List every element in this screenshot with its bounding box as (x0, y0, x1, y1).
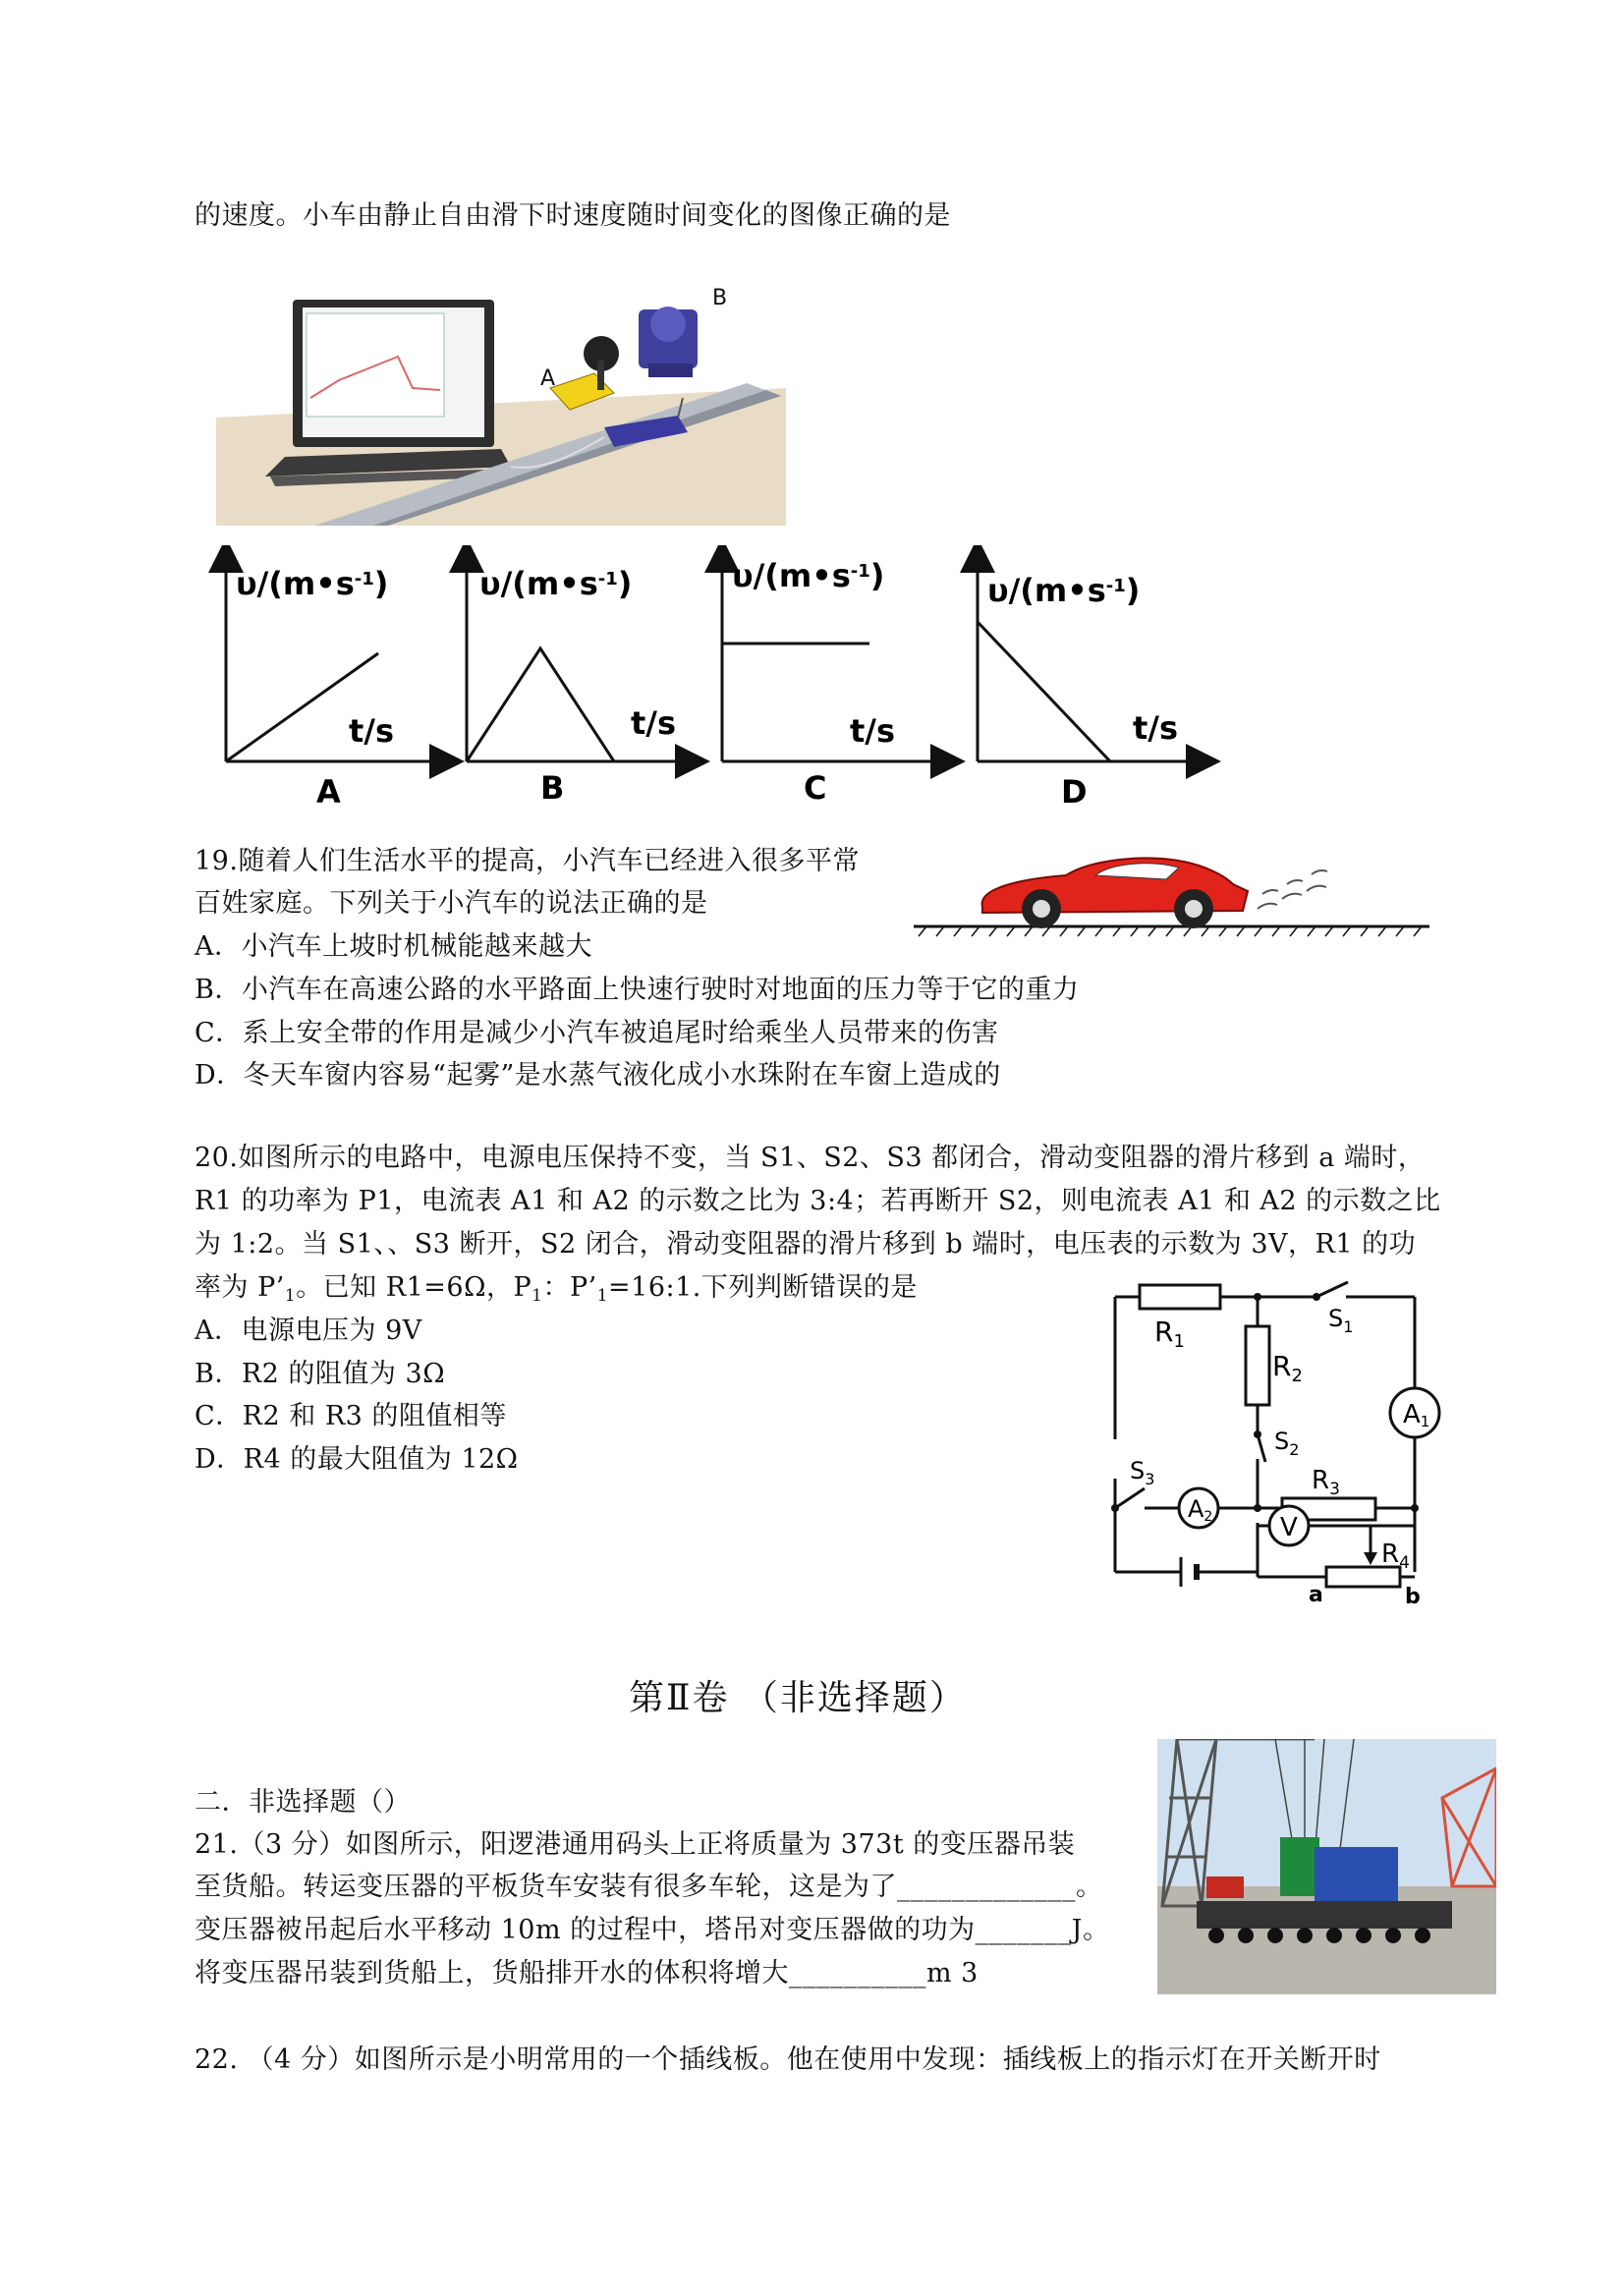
q20-line2: R1 的功率为 P1，电流表 A1 和 A2 的示数之比为 3:4；若再断开 S2，则电流表 A1 和 A2 的示数之比 (195, 1186, 1441, 1216)
q19-option-d: D．冬天车窗内容易“起雾”是水蒸气液化成小水珠附在车窗上造成的 (195, 1060, 1001, 1091)
speed-lines-icon (1258, 870, 1327, 909)
q21-line1: 21.（3 分）如图所示，阳逻港通用码头上正将质量为 373t 的变压器吊装 (195, 1829, 1076, 1860)
q21-line3: 变压器被吊起后水平移动 10m 的过程中，塔吊对变压器做的功为_______J。 (195, 1915, 1110, 1945)
transformer-green-icon (1280, 1837, 1319, 1896)
q19-option-b: B．小汽车在高速公路的水平路面上快速行驶时对地面的压力等于它的重力 (195, 975, 1080, 1005)
graph-d-letter: D (1061, 773, 1088, 811)
resistor-r1 (1140, 1285, 1220, 1309)
resistor-r2 (1246, 1326, 1269, 1405)
q18-intro: 的速度。小车由静止自由滑下时速度随时间变化的图像正确的是 (195, 200, 951, 231)
q19-option-a: A．小汽车上坡时机械能越来越大 (195, 931, 592, 962)
motion-sensor-icon (639, 307, 698, 377)
graph-d (978, 555, 1203, 811)
q20-option-b: B．R2 的阻值为 3Ω (195, 1359, 446, 1389)
q20-option-a: A．电源电压为 9V (195, 1316, 422, 1346)
graph-b-letter: B (540, 769, 565, 807)
q20-line4: 率为 $P’_1$。已知 R1=6Ω，$P_1$：$P’_1=16:1$.下列判断错误的是 (195, 1272, 918, 1306)
graph-d-x-label: t/s (1133, 709, 1179, 747)
section-heading: 二．非选择题（） (195, 1787, 411, 1818)
label-s2: $S_2$ (1274, 1428, 1300, 1459)
car-icon (982, 858, 1248, 928)
graph-a-x-label: t/s (349, 712, 395, 750)
graph-c-letter: C (804, 769, 827, 807)
q21-line2: 至货船。转运变压器的平板货车安装有很多车轮，这是为了_____________。 (195, 1872, 1103, 1902)
graph-a-y-label: $\upsilon/(m•s^{-1})$ (236, 565, 389, 602)
label-r4: $R_4$ (1381, 1540, 1410, 1573)
label-r3: $R_3$ (1312, 1466, 1340, 1499)
transformer-blue-icon (1315, 1847, 1398, 1901)
graph-b-curve (467, 648, 614, 761)
q19-stem-line2: 百姓家庭。下列关于小汽车的说法正确的是 (195, 888, 708, 919)
label-r1: $R_1$ (1154, 1316, 1185, 1352)
graph-c (722, 555, 948, 807)
switch-s2 (1258, 1434, 1265, 1462)
q20-line3: 为 1:2。当 S1、、S3 断开，S2 闭合，滑动变阻器的滑片移到 b 端时，电压表的示数为 3V，R1 的功 (195, 1229, 1417, 1260)
label-s3: $S_3$ (1130, 1457, 1155, 1488)
q20-option-c: C．R2 和 R3 的阻值相等 (195, 1401, 507, 1431)
label-s1: $S_1$ (1328, 1305, 1354, 1336)
circuit-diagram (1100, 1277, 1454, 1611)
slider-arrow-icon (1364, 1552, 1377, 1565)
label-a2: A2 (1188, 1495, 1213, 1525)
q19-stem-line1: 19.随着人们生活水平的提高，小汽车已经进入很多平常 (195, 846, 860, 876)
cart-experiment-illustration (216, 280, 786, 526)
resistor-r4 (1326, 1567, 1400, 1587)
label-v: V (1280, 1513, 1298, 1542)
graph-a (226, 555, 447, 811)
switch-s1 (1316, 1282, 1348, 1297)
graph-d-y-label: $\upsilon/(m•s^{-1})$ (987, 572, 1141, 609)
velocity-time-graphs (196, 545, 1228, 811)
label-a-end: a (1309, 1583, 1323, 1607)
graph-a-letter: A (316, 773, 341, 811)
switch-s3 (1115, 1488, 1145, 1508)
graph-c-y-label: $\upsilon/(m•s^{-1})$ (732, 557, 885, 594)
label-a: A (540, 366, 556, 391)
graph-b-x-label: t/s (631, 704, 677, 742)
transformer-crane-photo (1157, 1739, 1496, 1994)
q19-option-c: C．系上安全带的作用是减少小汽车被追尾时给乘坐人员带来的伤害 (195, 1018, 999, 1048)
sports-car-illustration (909, 840, 1439, 938)
graph-b-y-label: $\upsilon/(m•s^{-1})$ (479, 565, 633, 602)
label-b: B (712, 286, 728, 310)
graph-d-curve (978, 622, 1110, 761)
q22-line1: 22. （4 分）如图所示是小明常用的一个插线板。他在使用中发现：插线板上的指示灯在开关断开时 (195, 2044, 1381, 2075)
graph-b (467, 555, 693, 807)
graph-c-x-label: t/s (850, 712, 896, 750)
label-a1: A1 (1403, 1400, 1430, 1430)
q20-option-d: D．R4 的最大阻值为 12Ω (195, 1444, 519, 1475)
q21-line4: 将变压器吊装到货船上，货船排开水的体积将增大__________m 3 (195, 1958, 979, 1988)
label-b-end: b (1405, 1585, 1421, 1609)
laptop-icon (265, 300, 516, 486)
label-r2: $R_2$ (1272, 1350, 1303, 1386)
part2-title: 第Ⅱ卷 （非选择题） (629, 1678, 967, 1718)
q20-line1: 20.如图所示的电路中，电源电压保持不变，当 S1、S2、S3 都闭合，滑动变阻器的滑片移到 a 端时， (195, 1143, 1426, 1173)
